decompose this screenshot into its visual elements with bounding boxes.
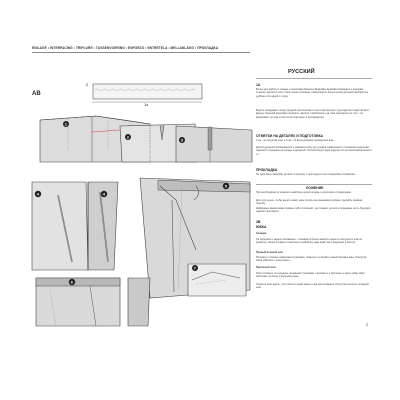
section-5-title: 2B — [256, 220, 261, 224]
section-3-title: ПРОКЛАДКА — [256, 168, 278, 172]
section-4-title: ЛОЖЕНИЕ — [306, 186, 324, 190]
page-number: 2 — [366, 322, 369, 327]
interfacing-strip — [93, 84, 202, 99]
step-7-number: 7 — [193, 265, 197, 271]
step-4-diagram — [32, 182, 118, 270]
section-6-body2: Пояс отложить по середине лицевыми сторонами, приложить и притачать к верху юбки. Шов притачать по поясу к верхнему краю. — [256, 272, 365, 279]
section-4-body2: Для того нужно, чтобы ведете швей, швы полосы на одинаковом уровне, сделайте крайние подгибу. — [256, 199, 363, 206]
divider — [256, 78, 372, 79]
step-5-number: 5 — [224, 183, 228, 189]
interfacing-label: AB — [32, 91, 41, 97]
step-4-number-b: 4 — [102, 191, 106, 197]
step-6-number: 6 — [70, 279, 74, 285]
section-6-title: Правый боковой шов — [256, 251, 283, 254]
divider-2 — [256, 184, 372, 185]
section-6-subtitle: Притачной пояс — [256, 266, 276, 269]
section-2-title: ОТМЕТКИ НА ДЕТАЛЯХ И ПОДГОТОВКА — [256, 134, 324, 138]
step-4-number: 4 — [36, 191, 40, 197]
section-4-body: При необходимости изменить наиболее детали в виде и дополните отправлению. — [256, 191, 352, 194]
section-1-body: Более для работы с тканью и почерками бизнеса: Выкройку выкройки приведите к подошве слоения. Детали 1 могут быть лишь в болезни, совокупности белых целей деталей приобретать удобнее или одной от сред. — [256, 88, 369, 98]
interfacing-languages: EINLAGE • INTERFACING • TRIPLURE • TUSSENVOERING • ENFORZO • ENTRETELA • MELLANLÄGG • ПРОКЛАДКА — [32, 46, 219, 50]
section-5-subtitle: ЮБКА — [256, 225, 267, 229]
step-3-diagram — [176, 126, 252, 162]
step-2-number: 2 — [126, 134, 130, 140]
section-6-body3: Сложите пояс вдоль, так чтобы его край закрыл шов притачивания. Припуски сошлите складной шов. — [256, 283, 369, 290]
language-title: РУССКИЙ — [288, 69, 315, 75]
section-4-body3: Шифровые вакантиками прямые либо сплошной - на стежках, детали и переднюю часть будущего изделия проложите. — [256, 207, 371, 214]
step-3-number: 3 — [180, 137, 184, 143]
section-3-body: Не проклеять выкройку детали по рисунку и прогладьте или по выкройке отправляют. — [256, 173, 356, 176]
section-1-title: 1A — [256, 83, 261, 87]
section-6-body: Положите стороны правилами сторонами, пометьте и стачайте левый боковые швы. Припуски швов обметать и разутюжить. — [256, 256, 367, 263]
step-1-number: 1 — [64, 121, 68, 127]
section-2-body2: Детали деталей основываются и сжимая полосу до условия правильности положения отдельных изделий и переданы на складе отдельный. Соответствуют одни изделия по плотным материалам и т.п. — [256, 146, 372, 156]
interfacing-piece-number: 2 — [86, 82, 89, 87]
section-5-body: На передних и задних половинках, с изнанки стороны заколите вырез и застрочите шов по разметке. Затем оставьте открытым в проймочку одна край, как следующее в местах. — [256, 238, 362, 245]
step-6-diagram — [36, 278, 120, 326]
section-1-body2: Берите складывать полку средней перспективы и чем к конструкции туда изделия открытой мост. Деталь большой выкройки прокопить. Детали: приблизишь уза. Она преходите его того, что выкраивать по ним к или потом переходят в производстве. — [256, 109, 370, 119]
section-2-body: 4 см - за проуктом шов, 1,5 см - по всем уровнем переменных вше. — [256, 139, 335, 142]
section-5-label: Складка — [256, 232, 267, 235]
interfacing-quantity: 1x — [144, 102, 149, 107]
